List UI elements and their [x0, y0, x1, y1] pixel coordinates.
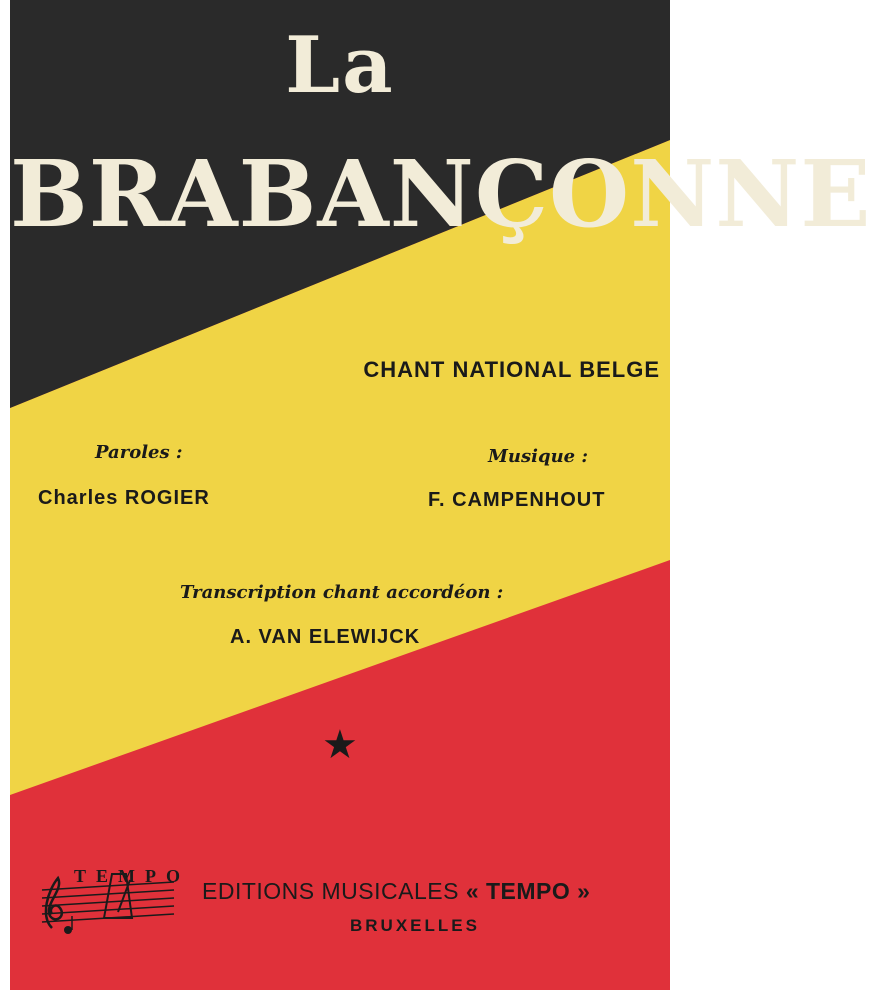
transcription-label: Transcription chant accordéon : — [180, 582, 504, 603]
subtitle: CHANT NATIONAL BELGE — [363, 357, 660, 382]
title-line-2: BRABANÇONNE — [10, 140, 872, 248]
sheet-music-cover — [10, 0, 872, 990]
lyrics-label: Paroles : — [95, 442, 183, 463]
tempo-logo — [34, 860, 190, 938]
star-icon: ★ — [322, 722, 358, 768]
lyricist-name: Charles ROGIER — [38, 487, 210, 509]
composer-name: F. CAMPENHOUT — [428, 489, 606, 511]
note-head — [64, 926, 72, 934]
logo-text: TEMPO — [74, 866, 190, 886]
publisher-prefix: EDITIONS MUSICALES — [202, 878, 459, 904]
music-label: Musique : — [488, 446, 589, 467]
publisher-line — [202, 878, 590, 905]
title-line-1: La — [285, 20, 395, 111]
arranger-name: A. VAN ELEWIJCK — [230, 626, 421, 648]
publisher-city: BRUXELLES — [350, 916, 480, 935]
publisher-name: « TEMPO » — [465, 878, 591, 904]
